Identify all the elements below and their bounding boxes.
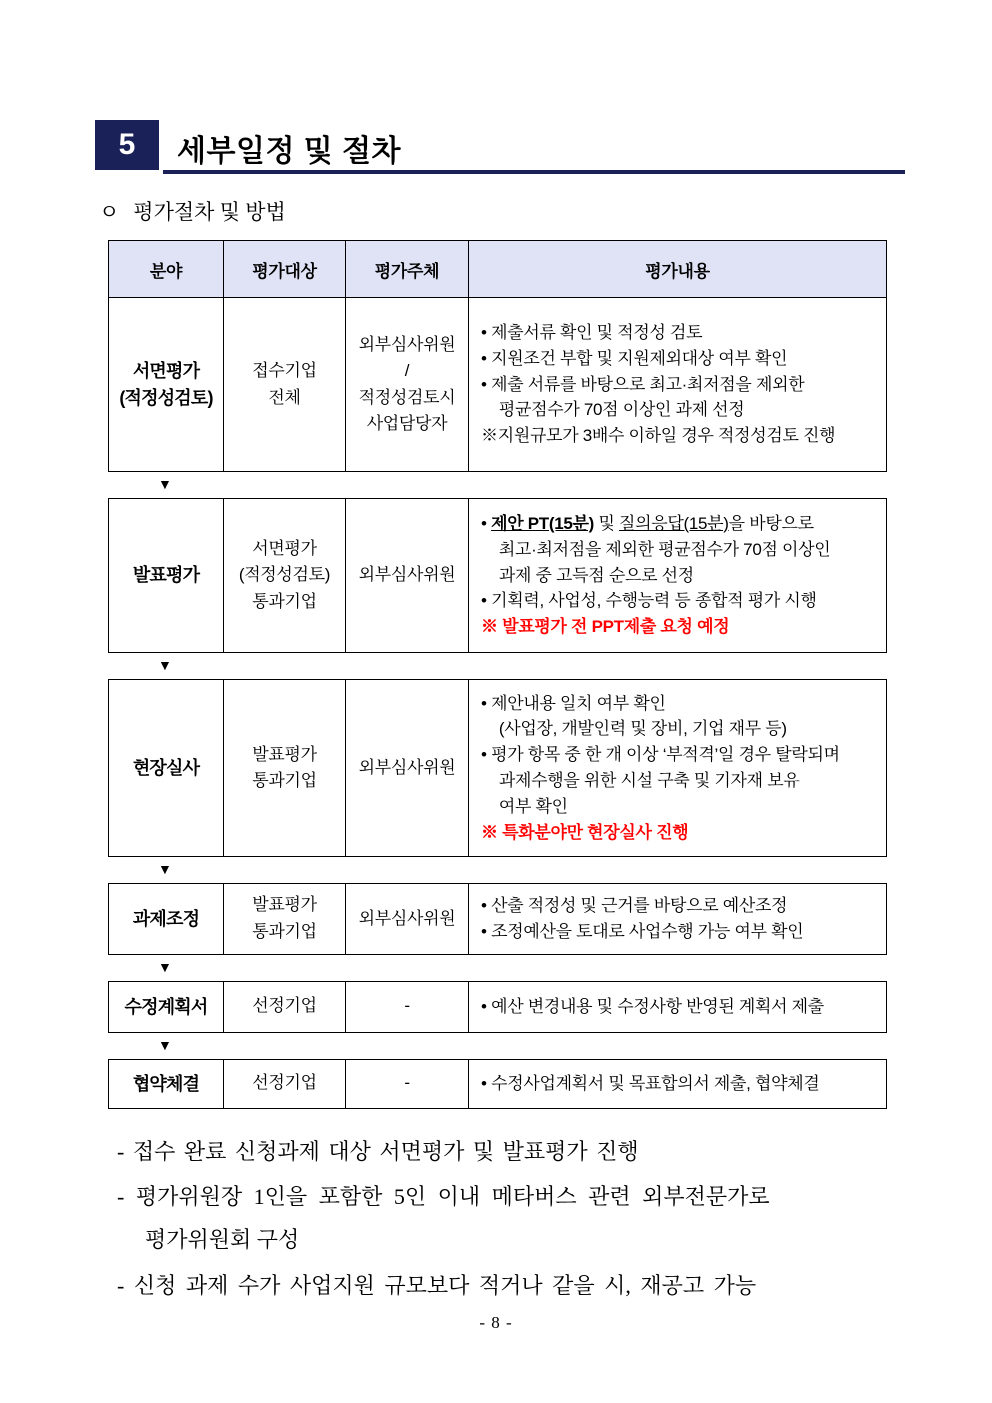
underlined-bold-text: 제안 PT(15분) [491, 513, 595, 533]
table-stage-site-inspection [108, 679, 887, 857]
subsection-marker: ㅇ [99, 200, 120, 224]
column-header-evaluator: 평가주체 [346, 241, 469, 298]
cell-evaluator: - [346, 981, 469, 1032]
column-header-field: 분야 [109, 241, 224, 298]
content-note-line: ※지원규모가 3배수 이하일 경우 적정성검토 진행 [481, 426, 836, 446]
content-line: • 조정예산을 토대로 사업수행 가능 여부 확인 [481, 921, 804, 941]
cell-target: 선정기업 [224, 981, 346, 1032]
cell-field: 서면평가 (적정성검토) [109, 298, 224, 472]
content-line: • 제출 서류를 바탕으로 최고·최저점을 제외한 [481, 374, 805, 394]
page-content [95, 118, 905, 1316]
cell-evaluator: 외부심사위원 [346, 499, 469, 653]
down-arrow-icon: ▼ [158, 657, 172, 673]
cell-target: 발표평가 통과기업 [224, 680, 346, 857]
table-row-presentation-evaluation [109, 499, 887, 653]
section-underline [163, 170, 905, 174]
note-line: - 신청 과제 수가 사업지원 규모보다 적거나 같을 시, 재공고 가능 [117, 1272, 757, 1298]
cell-field: 현장실사 [109, 680, 224, 857]
table-row-revised-plan [109, 981, 887, 1032]
down-arrow-icon: ▼ [158, 861, 172, 877]
cell-content [469, 884, 887, 955]
cell-field: 수정계획서 [109, 981, 224, 1032]
content-line: • 평가 항목 중 한 개 이상 ‘부적격’일 경우 탈락되며 [481, 745, 840, 765]
content-line: • 수정사업계획서 및 목표합의서 제출, 협약체결 [481, 1073, 820, 1093]
table-stage-agreement [108, 1059, 887, 1109]
cell-target: 선정기업 [224, 1059, 346, 1108]
content-line: 최고·최저점을 제외한 평균점수가 70점 이상인 [498, 539, 831, 559]
cell-target: 발표평가 통과기업 [224, 884, 346, 955]
table-row-written-evaluation [109, 298, 887, 472]
note-line: - 접수 완료 신청과제 대상 서면평가 및 발표평가 진행 [117, 1138, 639, 1164]
section-header [95, 118, 905, 174]
cell-field: 협약체결 [109, 1059, 224, 1108]
subsection-title: 평가절차 및 방법 [133, 200, 286, 224]
content-alert-line: ※ 특화분야만 현장실사 진행 [481, 822, 689, 842]
cell-field: 발표평가 [109, 499, 224, 653]
evaluation-procedure-tables [108, 240, 886, 1109]
column-header-target: 평가대상 [224, 241, 346, 298]
subsection-heading [99, 196, 905, 226]
content-alert-line: ※ 발표평가 전 PPT제출 요청 예정 [481, 617, 730, 637]
cell-content [469, 499, 887, 653]
content-line: 여부 확인 [498, 796, 568, 816]
cell-evaluator: 외부심사위원 / 적정성검토시 사업담당자 [346, 298, 469, 472]
column-header-content: 평가내용 [469, 241, 887, 298]
content-line: • 제안 PT(15분) 및 질의응답(15분)을 바탕으로 [481, 513, 814, 533]
content-line: • 기획력, 사업성, 수행능력 등 종합적 평가 시행 [481, 591, 817, 611]
cell-target: 서면평가 (적정성검토) 통과기업 [224, 499, 346, 653]
content-line: • 제안내용 일치 여부 확인 [481, 693, 666, 713]
table-stage-written-evaluation [108, 240, 887, 472]
section-number-badge: 5 [95, 120, 159, 170]
notes-section [117, 1137, 905, 1301]
content-line: • 산출 적정성 및 근거를 바탕으로 예산조정 [481, 896, 788, 915]
underlined-text: 질의응답(15분) [619, 513, 729, 533]
cell-content [469, 298, 887, 472]
note-line: - 평가위원장 1인을 포함한 5인 이내 메타버스 관련 외부전문가로 평가위원회 구성 [117, 1184, 770, 1253]
cell-evaluator: - [346, 1059, 469, 1108]
cell-content [469, 1059, 887, 1108]
content-line: 과제수행을 위한 시설 구축 및 기자재 보유 [498, 771, 800, 790]
table-stage-task-adjustment [108, 883, 887, 955]
section-title: 세부일정 및 절차 [177, 135, 402, 168]
cell-content [469, 981, 887, 1032]
cell-target: 접수기업 전체 [224, 298, 346, 472]
cell-evaluator: 외부심사위원 [346, 884, 469, 955]
cell-evaluator: 외부심사위원 [346, 680, 469, 857]
content-line: • 지원조건 부합 및 지원제외대상 여부 확인 [481, 348, 788, 368]
content-line: • 제출서류 확인 및 적정성 검토 [481, 322, 703, 342]
table-row-site-inspection [109, 680, 887, 857]
down-arrow-icon: ▼ [158, 958, 172, 975]
content-line: (사업장, 개발인력 및 장비, 기업 재무 등) [498, 719, 787, 739]
down-arrow-icon: ▼ [158, 1036, 172, 1053]
table-row-agreement [109, 1059, 887, 1108]
cell-content [469, 680, 887, 857]
table-stage-presentation-evaluation [108, 498, 887, 653]
page-number: - 8 - [479, 1313, 513, 1332]
content-line: 과제 중 고득점 순으로 선정 [498, 565, 694, 585]
table-stage-revised-plan [108, 981, 887, 1033]
down-arrow-icon: ▼ [158, 476, 172, 492]
content-line: 평균점수가 70점 이상인 과제 선정 [498, 400, 745, 420]
table-header-row [109, 241, 887, 298]
content-line: • 예산 변경내용 및 수정사항 반영된 계획서 제출 [481, 996, 824, 1016]
cell-field: 과제조정 [109, 884, 224, 955]
table-row-task-adjustment [109, 884, 887, 955]
